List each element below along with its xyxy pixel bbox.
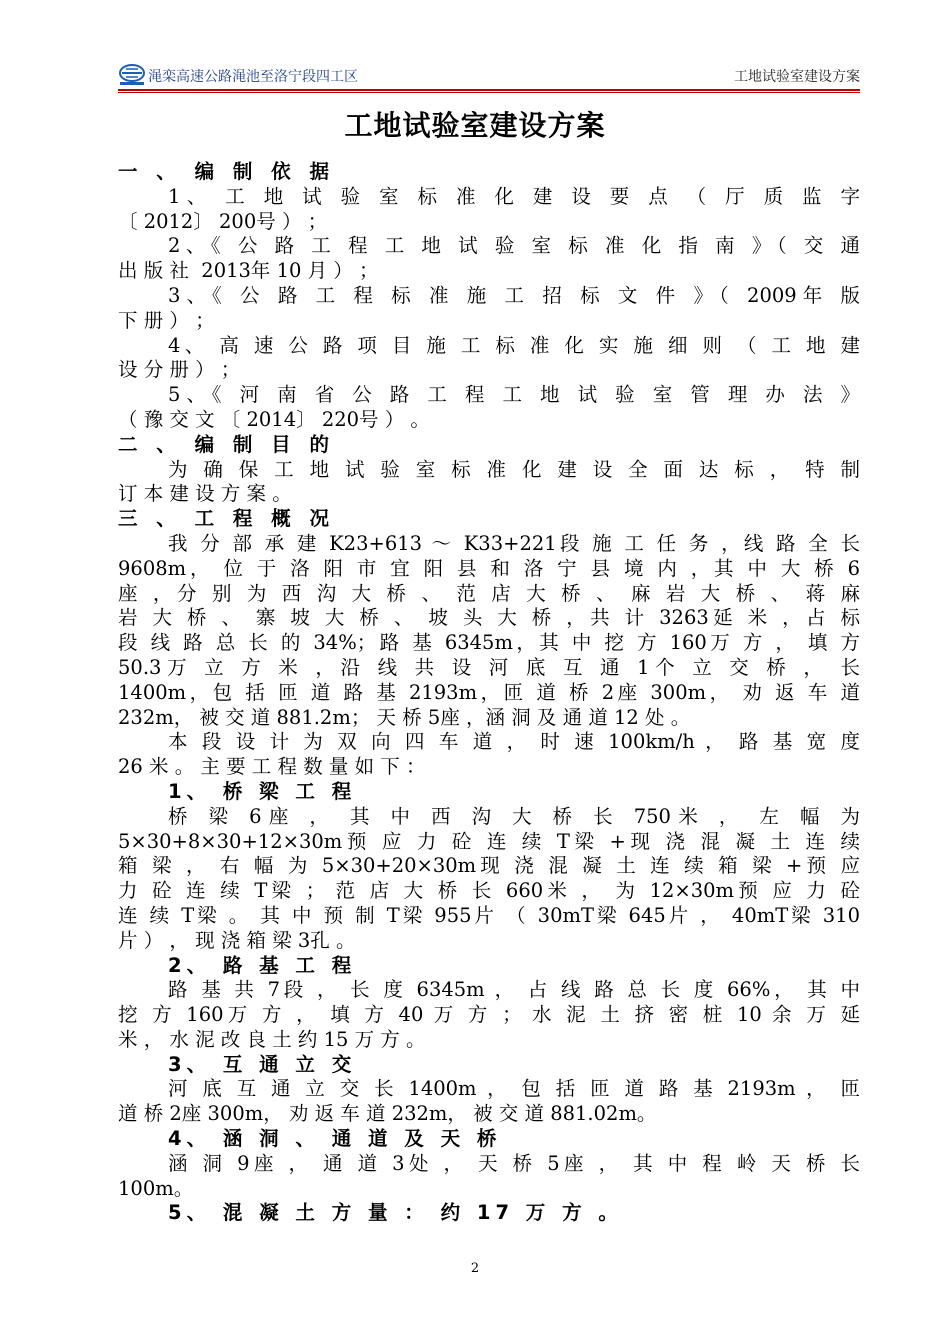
- paragraph-line: 4、 高 速 公 路 项 目 施 工 标 准 化 实 施 细 则 （ 工 地 建: [168, 333, 860, 357]
- section-heading: 三 、 工 程 概 况: [118, 507, 335, 531]
- document-body: [118, 160, 860, 1226]
- paragraph-line: 3、《 公 路 工 程 标 准 施 工 招 标 文 件 》（ 2009年 版: [168, 283, 860, 307]
- paragraph-line: 段 线 路 总 长 的 34%；路 基 6345m，其 中 挖 方 160万 方 ， 填 方: [118, 631, 860, 655]
- paragraph-line: 下 册 ） ；: [118, 308, 215, 332]
- paragraph-line: 100m。: [118, 1176, 194, 1200]
- paragraph-line: 力 砼 连 续 T梁 ； 范 店 大 桥 长 660米 ， 为 12×30m预 应 力 砼: [118, 879, 860, 903]
- company-logo-icon: [118, 64, 146, 86]
- paragraph-line: 5×30+8×30+12×30m预 应 力 砼 连 续 T梁 +现 浇 混 凝 土 连 续: [118, 829, 860, 853]
- section-heading: 二 、 编 制 目 的: [118, 432, 335, 456]
- subsection-heading: 4、 涵 洞 、 通 道 及 天 桥: [168, 1127, 502, 1151]
- paragraph-line: 〔 2012〕 200号 ） ；: [118, 209, 328, 233]
- document-title: 工地试验室建设方案: [344, 109, 606, 142]
- paragraph-line: 2、《 公 路 工 程 工 地 试 验 室 标 准 化 指 南 》（ 交 通: [168, 234, 860, 258]
- header-rule-thin: [118, 92, 860, 93]
- paragraph-line: 5、《 河 南 省 公 路 工 程 工 地 试 验 室 管 理 办 法 》: [168, 383, 860, 407]
- paragraph-line: 设 分 册 ） ；: [118, 358, 241, 382]
- paragraph-line: 50.3万 立 方 米 ，沿 线 共 设 河 底 互 通 1个 立 交 桥 ， 长: [118, 655, 860, 679]
- paragraph-line: 挖 方 160万 方 ， 填 方 40 万 方 ； 水 泥 土 挤 密 桩 10 余 万 延: [118, 1003, 860, 1027]
- paragraph-line: 26 米 。 主 要 工 程 数 量 如 下 ：: [118, 755, 426, 779]
- page-header: [118, 62, 860, 88]
- paragraph-line: 连 续 T梁 。 其 中 预 制 T梁 955片 （ 30mT梁 645片 ， 40mT梁 310: [118, 903, 860, 927]
- header-document-name: 工地试验室建设方案: [734, 69, 860, 85]
- paragraph-line: 箱 梁 ， 右 幅 为 5×30+20×30m现 浇 混 凝 土 连 续 箱 梁 +预 应: [118, 854, 860, 878]
- paragraph-line: 河 底 互 通 立 交 长 1400m ， 包 括 匝 道 路 基 2193m ， 匝: [168, 1077, 860, 1101]
- subsection-heading: 3、 互 通 立 交: [168, 1052, 357, 1076]
- subsection-heading: 2、 路 基 工 程: [168, 953, 357, 977]
- paragraph-line: 出 版 社 2013年 10 月 ） ；: [118, 259, 379, 283]
- paragraph-line: （ 豫 交 文 〔 2014〕 220号 ） 。: [118, 407, 430, 431]
- paragraph-line: 座 ，分 别 为 西 沟 大 桥 、 范 店 大 桥 、 麻 岩 大 桥 、 蒋 麻: [118, 581, 860, 605]
- paragraph-line: 本 段 设 计 为 双 向 四 车 道 ， 时 速 100km/h ， 路 基 宽 度: [168, 730, 860, 754]
- header-rule: [118, 89, 860, 91]
- paragraph-line: 232m， 被 交 道 881.2m； 天 桥 5座 ，涵 洞 及 通 道 12 处 。: [118, 705, 691, 729]
- paragraph-line: 道 桥 2座 300m， 劝 返 车 道 232m， 被 交 道 881.02m。: [118, 1102, 657, 1126]
- subsection-heading: 1、 桥 梁 工 程: [168, 779, 357, 803]
- paragraph-line: 1400m，包 括 匝 道 路 基 2193m，匝 道 桥 2座 300m， 劝 返 车 道: [118, 680, 860, 704]
- paragraph-line: 涵 洞 9座 ， 通 道 3处 ， 天 桥 5座 ， 其 中 程 岭 天 桥 长: [168, 1151, 860, 1175]
- paragraph-line: 9608m， 位 于 洛 阳 市 宜 阳 县 和 洛 宁 县 境 内 ，其 中 大 桥 6: [118, 556, 860, 580]
- paragraph-line: 为 确 保 工 地 试 验 室 标 准 化 建 设 全 面 达 标 ， 特 制: [168, 457, 860, 481]
- paragraph-line: 路 基 共 7段 ， 长 度 6345m ， 占 线 路 总 长 度 66%， 其 中: [168, 978, 860, 1002]
- paragraph-line: 订 本 建 设 方 案 。: [118, 482, 292, 506]
- paragraph-line: 米 ， 水 泥 改 良 土 约 15 万 方 。: [118, 1027, 426, 1051]
- page-number: 2: [470, 1261, 480, 1276]
- header-project-name: 渑栾高速公路渑池至洛宁段四工区: [148, 69, 358, 85]
- subsection-heading: 5、 混 凝 土 方 量 ： 约 17 万 方 。: [168, 1201, 623, 1225]
- paragraph-line: 我 分 部 承 建 K23+613 ～ K33+221段 施 工 任 务 ，线 路 全 长: [168, 531, 860, 555]
- paragraph-line: 1、 工 地 试 验 室 标 准 化 建 设 要 点 （ 厅 质 监 字: [168, 184, 860, 208]
- section-heading: 一 、 编 制 依 据: [118, 160, 335, 183]
- paragraph-line: 片 ） ， 现 浇 箱 梁 3孔 。: [118, 928, 356, 952]
- paragraph-line: 岩 大 桥 、 寨 坡 大 桥 、 坡 头 大 桥 ，共 计 3263延 米 ，占 标: [118, 606, 860, 630]
- paragraph-line: 桥 梁 6座 ， 其 中 西 沟 大 桥 长 750米 ， 左 幅 为: [168, 804, 860, 828]
